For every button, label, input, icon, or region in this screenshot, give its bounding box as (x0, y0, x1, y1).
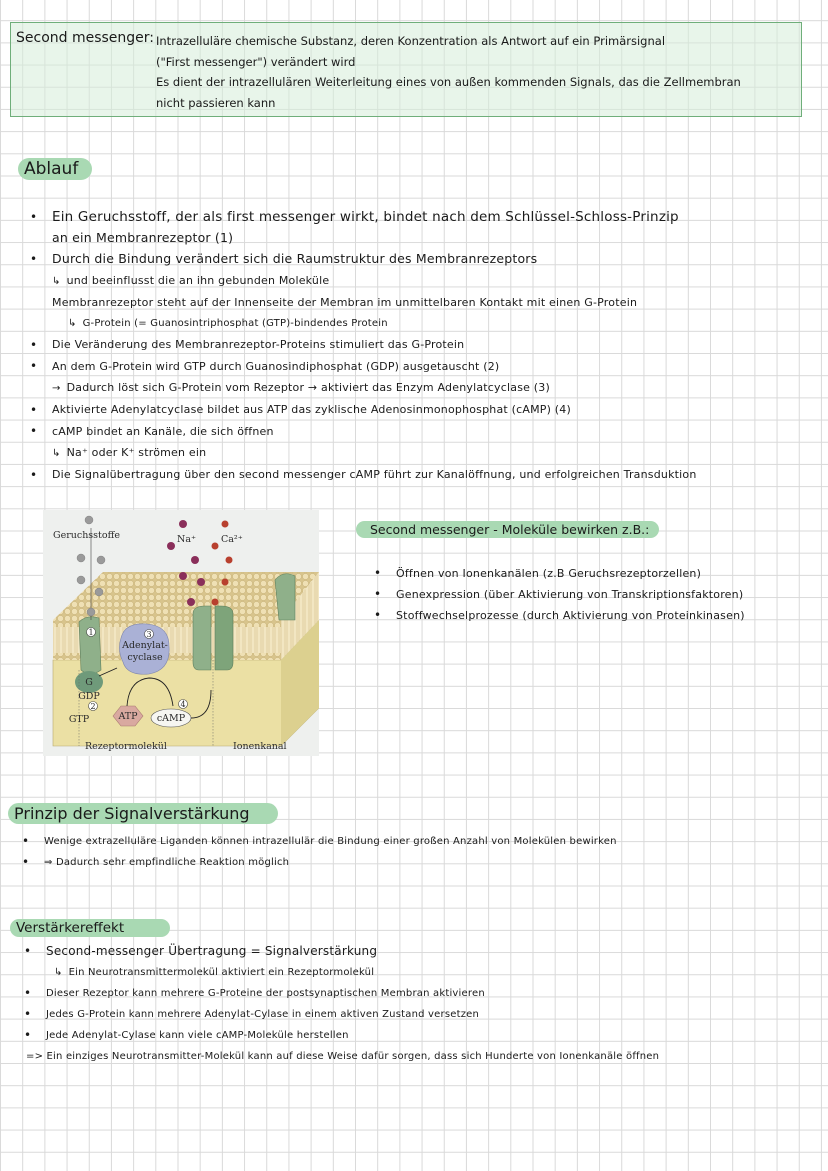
definition-term: Second messenger: (16, 30, 155, 46)
sodium-label: Na⁺ (177, 534, 196, 545)
gdp-label: GDP (78, 691, 100, 702)
step-3-label: 3 (146, 630, 152, 639)
list-item: ↳ und beeinflusst die an ihn gebunden Moleküle (52, 271, 697, 292)
ablauf-heading: Ablauf (18, 158, 92, 180)
list-item: an ein Membranrezeptor (1) (52, 230, 234, 246)
list-item: Membranrezeptor steht auf der Innenseite der Membran im unmittelbaren Kontakt mit einen G-Protein (52, 295, 638, 309)
definition-line: ("First messenger") verändert wird (156, 54, 356, 69)
effects-heading: Second messenger - Moleküle bewirken z.B.: (356, 521, 659, 538)
principle-list (44, 831, 617, 873)
list-item: • Aktivierte Adenylatcyclase bildet aus ATP das zyklische Adenosinmonophosphat (cAMP) (4) (52, 399, 697, 421)
effects-list (396, 563, 745, 626)
list-item: • Dieser Rezeptor kann mehrere G-Proteine der postsynaptischen Membran aktivieren (46, 983, 659, 1004)
conclusion: => Ein einziges Neurotransmitter-Molekül kann auf diese Weise dafür sorgen, dass sich Hunderte von Ionenkanäle öffnen (26, 1051, 660, 1062)
arrow-icon: ↳ (52, 448, 61, 460)
list-item: • cAMP bindet an Kanäle, die sich öffnen (52, 421, 697, 442)
diagram-svg (43, 510, 319, 756)
list-item: • Ein Geruchsstoff, der als first messenger wirkt, bindet nach dem Schlüssel-Schloss-Prinzip (52, 206, 697, 228)
ion-channel-label: Ionenkanal (233, 741, 287, 752)
enzyme-label-2: cyclase (127, 652, 163, 663)
gtp-label: GTP (68, 714, 90, 725)
amplification-list (26, 941, 660, 1067)
calcium-label: Ca²⁺ (221, 534, 243, 545)
enzyme-label-1: Adenylat- (122, 640, 168, 651)
definition-box (10, 22, 802, 117)
arrow-icon: → (52, 383, 61, 395)
arrow-icon: ↳ (54, 967, 63, 978)
list-item: • Genexpression (über Aktivierung von Transkriptionsfaktoren) (396, 584, 745, 605)
receptor-protein (79, 617, 101, 674)
step-1-label: 1 (88, 628, 94, 637)
camp-label: cAMP (156, 713, 186, 724)
odorants-label: Geruchsstoffe (53, 530, 120, 541)
list-item: • Stoffwechselprozesse (durch Aktivierung von Proteinkinasen) (396, 605, 745, 626)
list-item: • Öffnen von Ionenkanälen (z.B Geruchsrezeptorzellen) (396, 563, 745, 584)
ablauf-section (18, 158, 92, 180)
list-item: • Second-messenger Übertragung = Signalverstärkung (46, 941, 659, 962)
definition-line: Es dient der intrazellulären Weiterleitung eines von außen kommenden Signals, das die Zellmembran (156, 75, 741, 89)
list-item: • Die Signalübertragung über den second messenger cAMP führt zur Kanalöffnung, und erfolgreichen Transduktion (52, 464, 697, 486)
arrow-icon: ↳ (52, 275, 61, 287)
definition-text (156, 31, 741, 113)
list-item: • Wenige extrazelluläre Liganden können intrazellulär die Bindung einer großen Anzahl von Molekülen bewirken (44, 831, 617, 852)
principle-heading: Prinzip der Signalverstärkung (8, 803, 278, 824)
ablauf-list (52, 206, 697, 486)
step-2-label: 2 (90, 702, 96, 711)
amplification-section (10, 917, 170, 937)
list-item: • Jedes G-Protein kann mehrere Adenylat-Cylase in einem aktiven Zustand versetzen (46, 1004, 659, 1025)
list-item: • Durch die Bindung verändert sich die Raumstruktur des Membranrezeptors (52, 248, 697, 270)
g-protein-label: G (85, 677, 93, 688)
list-item: • Die Veränderung des Membranrezeptor-Proteins stimuliert das G-Protein (52, 334, 697, 356)
arrow-icon: ↳ (68, 317, 77, 329)
ion-channel-right (215, 606, 233, 670)
definition-line: nicht passieren kann (156, 95, 276, 110)
receptor-label: Rezeptormolekül (85, 741, 167, 752)
list-item: • ⇒ Dadurch sehr empfindliche Reaktion möglich (44, 852, 617, 873)
atp-label: ATP (118, 711, 138, 722)
list-item: ↳ Na⁺ oder K⁺ strömen ein (52, 442, 697, 464)
list-item: • An dem G-Protein wird GTP durch Guanosindiphosphat (GDP) ausgetauscht (2) (52, 356, 697, 377)
definition-line: Intrazelluläre chemische Substanz, deren Konzentration als Antwort auf ein Primärsignal (156, 34, 666, 48)
list-item: ↳ Ein Neurotransmittermolekül aktiviert ein Rezeptormolekül (46, 962, 659, 983)
list-item: • Jede Adenylat-Cylase kann viele cAMP-Moleküle herstellen (46, 1025, 659, 1046)
principle-section (8, 803, 278, 824)
list-item: → Dadurch löst sich G-Protein vom Rezeptor → aktiviert das Enzym Adenylatcyclase (3) (52, 377, 697, 399)
effects-section (356, 519, 659, 538)
signal-transduction-diagram (43, 510, 319, 756)
list-item: ↳ G-Protein (= Guanosintriphosphat (GTP)-bindendes Protein (52, 314, 697, 334)
amplification-heading: Verstärkereffekt (10, 919, 170, 937)
ion-channel-left (193, 606, 211, 670)
step-4-label: 4 (180, 700, 186, 709)
